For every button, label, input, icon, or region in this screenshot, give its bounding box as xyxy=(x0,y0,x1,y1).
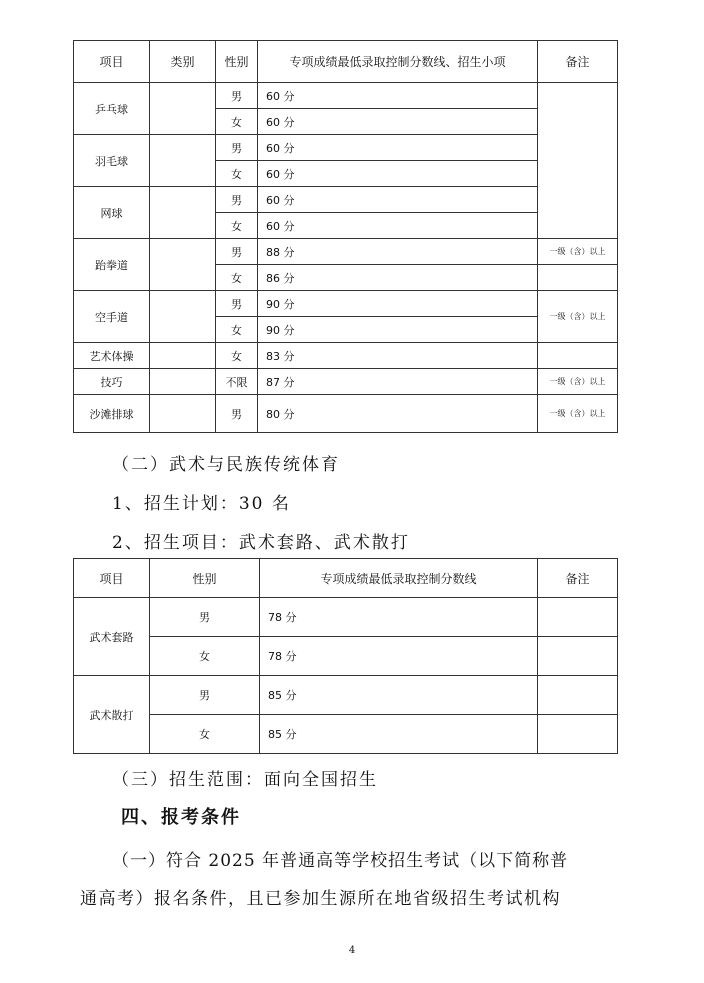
table-row xyxy=(74,83,618,109)
item-cell: 艺术体操 xyxy=(74,343,150,369)
item-cell: 空手道 xyxy=(74,291,150,343)
note-cell xyxy=(538,715,618,754)
score-cell: 60 分 xyxy=(258,135,538,161)
table-row xyxy=(74,598,618,637)
score-cell: 90 分 xyxy=(258,291,538,317)
header-score: 专项成绩最低录取控制分数线、招生小项 xyxy=(258,41,538,83)
gender-cell: 男 xyxy=(216,187,258,213)
note-cell: 一级（含）以上 xyxy=(538,395,618,433)
section-heading-conditions: 四、报考条件 xyxy=(121,807,241,828)
page-number: 4 xyxy=(348,945,356,956)
note-cell: 一级（含）以上 xyxy=(538,291,618,343)
score-cell: 78 分 xyxy=(260,598,538,637)
note-cell xyxy=(538,676,618,715)
note-cell xyxy=(538,598,618,637)
condition-paragraph-line1: （一）符合 2025 年普通高等学校招生考试（以下简称普 xyxy=(112,851,569,871)
gender-cell: 女 xyxy=(216,265,258,291)
score-cell: 60 分 xyxy=(258,83,538,109)
category-cell xyxy=(150,369,216,395)
item-cell: 武术套路 xyxy=(74,598,150,676)
score-cell: 83 分 xyxy=(258,343,538,369)
category-cell xyxy=(150,187,216,239)
header-item: 项目 xyxy=(74,41,150,83)
table-row xyxy=(74,187,618,213)
gender-cell: 女 xyxy=(216,317,258,343)
item-cell: 羽毛球 xyxy=(74,135,150,187)
header-gender: 性别 xyxy=(150,559,260,598)
note-cell xyxy=(538,343,618,369)
score-cell: 88 分 xyxy=(258,239,538,265)
enrollment-items: 2、招生项目：武术套路、武术散打 xyxy=(112,533,410,553)
header-note: 备注 xyxy=(538,41,618,83)
enrollment-plan: 1、招生计划：30 名 xyxy=(112,494,291,514)
gender-cell: 男 xyxy=(150,598,260,637)
category-cell xyxy=(150,239,216,291)
wushu-score-table xyxy=(73,558,618,754)
table-row xyxy=(74,239,618,265)
table-header-row xyxy=(74,559,618,598)
gender-cell: 女 xyxy=(216,343,258,369)
table-row xyxy=(74,369,618,395)
gender-cell: 男 xyxy=(150,676,260,715)
table-row xyxy=(74,395,618,433)
gender-cell: 男 xyxy=(216,83,258,109)
score-cell: 60 分 xyxy=(258,161,538,187)
score-cell: 80 分 xyxy=(258,395,538,433)
note-cell xyxy=(538,83,618,239)
gender-cell: 女 xyxy=(150,715,260,754)
score-cell: 85 分 xyxy=(260,676,538,715)
item-cell: 沙滩排球 xyxy=(74,395,150,433)
table-row xyxy=(74,637,618,676)
category-cell xyxy=(150,83,216,135)
score-cell: 60 分 xyxy=(258,109,538,135)
category-cell xyxy=(150,395,216,433)
gender-cell: 不限 xyxy=(216,369,258,395)
table-header-row xyxy=(74,41,618,83)
item-cell: 网球 xyxy=(74,187,150,239)
gender-cell: 男 xyxy=(216,395,258,433)
header-category: 类别 xyxy=(150,41,216,83)
note-cell: 一级（含）以上 xyxy=(538,239,618,265)
admission-score-table xyxy=(73,40,618,433)
header-item: 项目 xyxy=(74,559,150,598)
category-cell xyxy=(150,135,216,187)
table-row xyxy=(74,291,618,317)
score-cell: 78 分 xyxy=(260,637,538,676)
gender-cell: 女 xyxy=(216,109,258,135)
item-cell: 乒乓球 xyxy=(74,83,150,135)
category-cell xyxy=(150,343,216,369)
gender-cell: 男 xyxy=(216,239,258,265)
gender-cell: 男 xyxy=(216,135,258,161)
item-cell: 武术散打 xyxy=(74,676,150,754)
table-row xyxy=(74,135,618,161)
score-cell: 90 分 xyxy=(258,317,538,343)
note-cell xyxy=(538,265,618,291)
score-cell: 60 分 xyxy=(258,213,538,239)
gender-cell: 女 xyxy=(150,637,260,676)
item-cell: 技巧 xyxy=(74,369,150,395)
score-cell: 86 分 xyxy=(258,265,538,291)
score-cell: 85 分 xyxy=(260,715,538,754)
enrollment-scope: （三）招生范围：面向全国招生 xyxy=(112,770,378,790)
gender-cell: 女 xyxy=(216,213,258,239)
section-title-wushu: （二）武术与民族传统体育 xyxy=(112,455,340,475)
score-cell: 60 分 xyxy=(258,187,538,213)
note-cell xyxy=(538,637,618,676)
category-cell xyxy=(150,291,216,343)
table-row xyxy=(74,676,618,715)
note-cell: 一级（含）以上 xyxy=(538,369,618,395)
item-cell: 跆拳道 xyxy=(74,239,150,291)
table-row xyxy=(74,343,618,369)
gender-cell: 男 xyxy=(216,291,258,317)
score-cell: 87 分 xyxy=(258,369,538,395)
gender-cell: 女 xyxy=(216,161,258,187)
table-row xyxy=(74,715,618,754)
condition-paragraph-line2: 通高考）报名条件，且已参加生源所在地省级招生考试机构 xyxy=(80,889,561,909)
header-score: 专项成绩最低录取控制分数线 xyxy=(260,559,538,598)
header-gender: 性别 xyxy=(216,41,258,83)
header-note: 备注 xyxy=(538,559,618,598)
